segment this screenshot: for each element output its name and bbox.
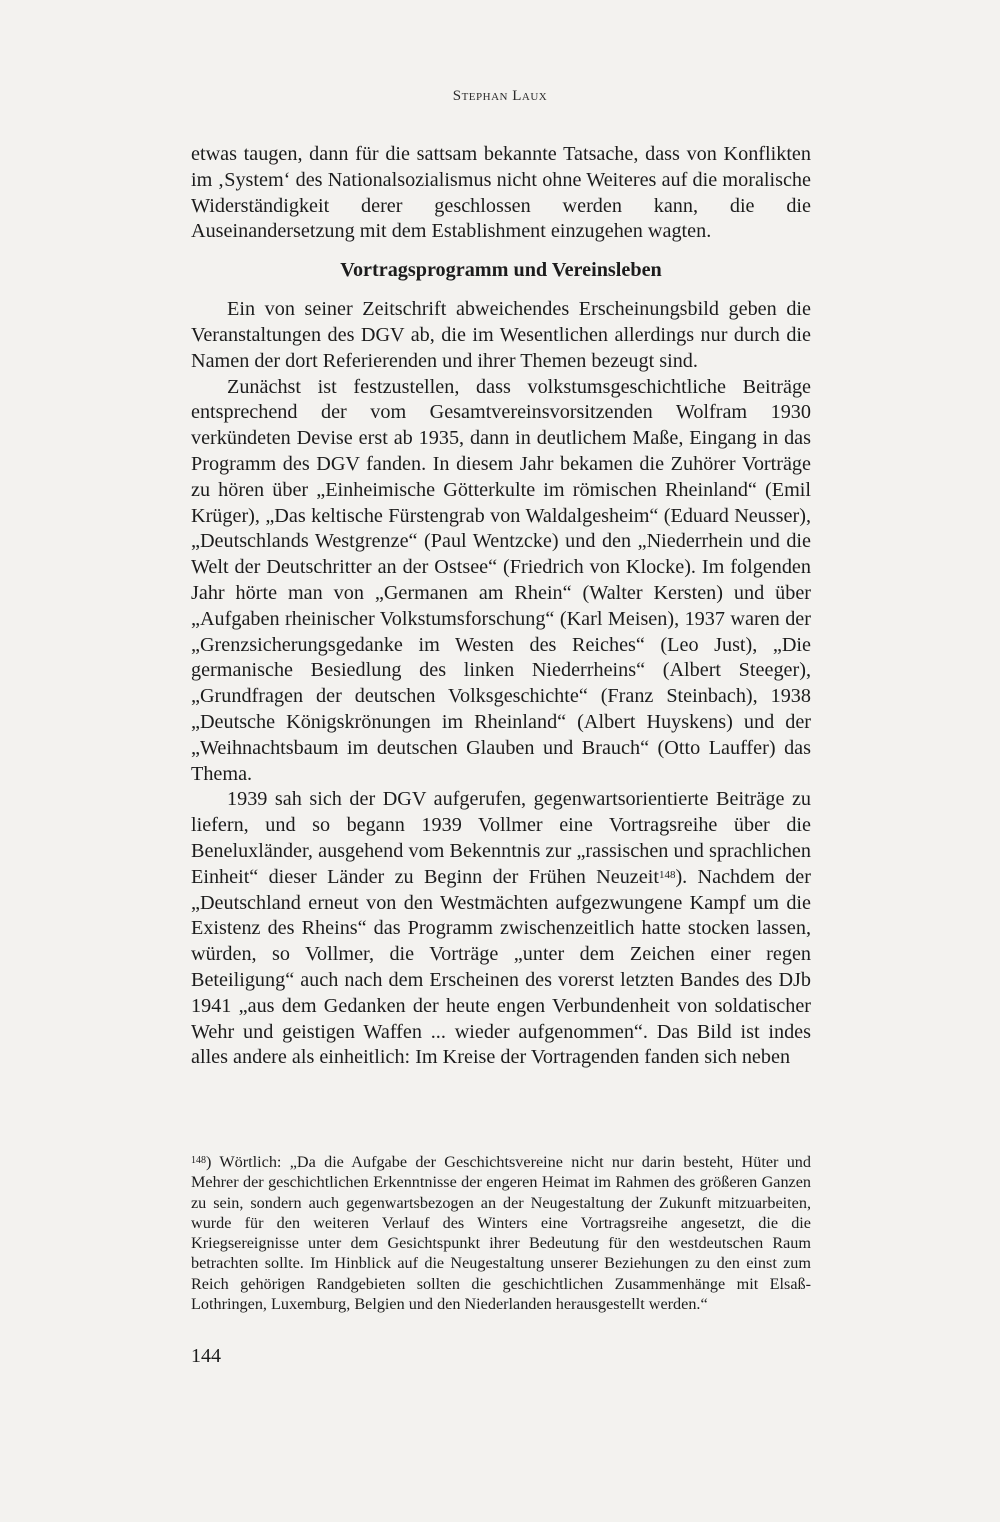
paragraph-1939-text-b: ). Nachdem der „Deutschland erneut von den Westmächten aufgezwungene Kampf um die Existenz des Rheins“ das Programm zwischenzeitlich hatte stocken lassen, würden, so Vollmer, die Vorträge „unter dem Zeichen einer regen Beteiligung“ auch nach dem Erscheinen des vorerst letzten Bandes des DJb 1941 „aus dem Gedanken der heute engen Verbundenheit von soldatischer Wehr und geistigen Waffen ... wieder aufgenommen“. Das Bild ist indes alles andere als einheitlich: Im Kreise der Vortragenden fanden sich neben <box>191 865 811 1069</box>
paragraph-1939-text-a: 1939 sah sich der DGV aufgerufen, gegenwartsorientierte Beiträge zu liefern, und so begann 1939 Vollmer eine Vortragsreihe über die Beneluxländer, ausgehend vom Bekenntnis zur „rassischen und sprachlichen Einheit“ dieser Länder zu Beginn der Frühen Neuzeit <box>191 788 811 888</box>
section-heading: Vortragsprogramm und Vereinsleben <box>340 259 662 282</box>
paragraph-1939 <box>191 787 811 1071</box>
paragraph-lectures: Zunächst ist festzustellen, dass volkstumsgeschichtliche Beiträge entsprechend der vom Gesamtvereinsvorsitzenden Wolfram 1930 verkündeten Devise erst ab 1935, dann in deutlichem Maße, Eingang in das Programm des DGV fanden. In diesem Jahr bekamen die Zuhörer Vorträge zu hören über „Einheimische Götterkulte im römischen Rheinland“ (Emil Krüger), „Das keltische Fürstengrab von Waldalgesheim“ (Eduard Neusser), „Deutschlands Westgrenze“ (Paul Wentzcke) und den „Niederrhein und die Welt der Deutschritter an der Ostsee“ (Friedrich von Klocke). Im folgenden Jahr hörte man von „Germanen am Rhein“ (Walter Kersten) und über „Aufgaben rheinischer Volkstumsforschung“ (Karl Meisen), 1937 waren der „Grenzsicherungsgedanke im Westen des Reiches“ (Leo Just), „Die germanische Besiedlung des linken Niederrheins“ (Albert Steeger), „Grundfragen der deutschen Volksgeschichte“ (Franz Steinbach), 1938 „Deutsche Königskrönungen im Rheinland“ (Albert Huyskens) und der „Weihnachtsbaum im deutschen Glauben und Brauch“ (Otto Lauffer) das Thema. <box>191 375 811 785</box>
footnote-reference-148[interactable]: 148 <box>658 868 676 881</box>
footnote-area <box>191 1152 811 1314</box>
footnote-text: ) Wörtlich: „Da die Aufgabe der Geschichtsvereine nicht nur darin besteht, Hüter und Mehrer der geschichtlichen Erkenntnisse der engeren Heimat im Rahmen des größeren Ganzen zu sein, sondern auch gegenwartsbezogen an der Neugestaltung der Zukunft mitzuarbeiten, wurde für den weiteren Verlauf des Winters eine Vortragsreihe angesetzt, die die Kriegsereignisse unter dem Gesichtspunkt ihrer Bedeutung für den westdeutschen Raum betrachten sollte. Im Hinblick auf die Neugestaltung unserer Beziehungen zu den einst zum Reich gehörigen Randgebieten sollten die geschichtlichen Zusammenhänge mit Elsaß-Lothringen, Luxemburg, Belgien und den Niederlanden herausgestellt werden.“ <box>191 1153 811 1314</box>
footnote-148 <box>191 1152 811 1314</box>
running-head: Stephan Laux <box>452 88 548 104</box>
body-text <box>191 142 811 1071</box>
page-number: 144 <box>191 1345 221 1367</box>
paragraph-continuation: etwas taugen, dann für die sattsam bekannte Tatsache, dass von Konflikten im ‚System‘ des Nationalsozialismus nicht ohne Weiteres auf die moralische Widerständigkeit derer geschlossen werden kann, die die Auseinandersetzung mit dem Establishment einzugehen wagten. <box>191 143 811 243</box>
paragraph-events: Ein von seiner Zeitschrift abweichendes Erscheinungsbild geben die Veranstaltungen des DGV ab, die im Wesentlichen allerdings nur durch die Namen der dort Referierenden und ihrer Themen bezeugt sind. <box>191 298 811 372</box>
footnote-mark: 148 <box>191 1155 206 1166</box>
